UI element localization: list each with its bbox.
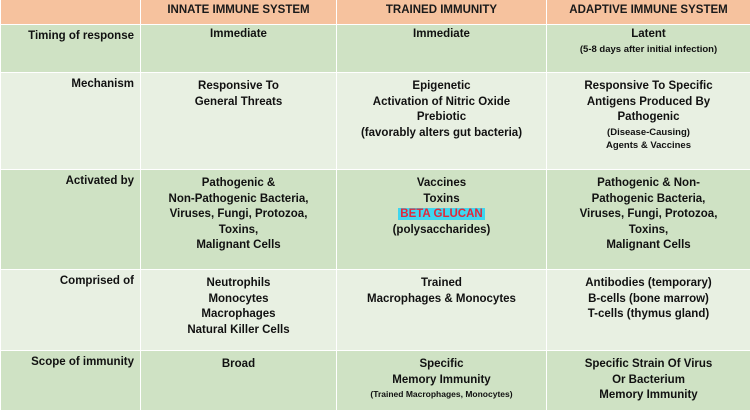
cell-text: Pathogenic Bacteria, [591,192,706,205]
cell-trained-scope [337,351,547,411]
row-label-activated-by: Activated by [1,170,141,270]
cell-text: Responsive To [198,80,279,92]
cell-adaptive-scope [547,351,750,411]
cell-adaptive-comprised-of [547,270,750,351]
cell-trained-timing [337,25,547,73]
cell-text: Immediate [413,28,470,40]
cell-text: Natural Killer Cells [187,323,290,336]
cell-text: Responsive To Specific [584,80,713,92]
cell-subtext: (Disease-Causing) [607,126,690,138]
table-row-mechanism [1,73,750,170]
cell-text: Specific [419,358,464,370]
cell-text: Memory Immunity [392,373,491,386]
header-trained: TRAINED IMMUNITY [337,0,547,25]
cell-text: T-cells (thymus gland) [587,308,710,320]
header-row [1,0,750,25]
cell-text: Toxins, [628,223,669,236]
cell-innate-comprised-of [141,270,337,351]
cell-text: Memory Immunity [599,389,698,401]
cell-text: (polysaccharides) [392,223,491,236]
cell-innate-scope [141,351,337,411]
cell-adaptive-timing [547,25,750,73]
cell-text: Antigens Produced By [586,95,711,108]
cell-text: Macrophages [201,308,276,320]
cell-trained-activated-by [337,170,547,270]
cell-text: Malignant Cells [196,239,281,251]
cell-text: B-cells (bone marrow) [588,292,709,305]
row-label-comprised-of: Comprised of [1,270,141,351]
cell-text: Pathogenic [617,111,680,123]
cell-subtext: (Trained Macrophages, Monocytes) [370,389,513,399]
table-row-activated-by [1,170,750,270]
cell-innate-mechanism [141,73,337,170]
cell-text: Neutrophils [206,277,271,289]
cell-innate-timing [141,25,337,73]
row-label-scope: Scope of immunity [1,351,141,411]
cell-text: Malignant Cells [606,239,691,251]
cell-text: Latent [631,28,666,40]
header-innate: INNATE IMMUNE SYSTEM [141,0,337,25]
cell-text: Non-Pathogenic Bacteria, [168,192,309,205]
cell-text: Viruses, Fungi, Protozoa, [169,208,308,220]
cell-adaptive-mechanism [547,73,750,170]
cell-text: Viruses, Fungi, Protozoa, [579,208,718,220]
cell-trained-mechanism [337,73,547,170]
cell-text: Pathogenic & [201,177,276,189]
cell-text: Toxins, [218,223,259,236]
cell-adaptive-activated-by [547,170,750,270]
cell-text: General Threats [194,95,283,108]
cell-text: Toxins [423,192,460,205]
cell-text: Prebiotic [416,111,467,123]
beta-glucan-highlight: BETA GLUCAN [400,208,483,220]
table-row-scope [1,351,750,411]
cell-text: Monocytes [208,292,269,305]
row-label-timing: Timing of response [1,25,141,73]
table-row-comprised-of [1,270,750,351]
cell-text: Specific Strain Of Virus [584,358,713,370]
cell-text: Or Bacterium [612,373,685,386]
cell-text: Immediate [210,28,267,40]
cell-text: Broad [221,358,256,370]
cell-text: Epigenetic [412,80,471,92]
header-corner-cell [1,0,141,25]
cell-subtext: (5-8 days after initial infection) [579,43,718,55]
cell-text: (favorably alters gut bacteria) [360,126,523,139]
cell-text: Activation of Nitric Oxide [372,95,511,108]
cell-text: Trained [421,277,462,289]
cell-text: Vaccines [416,177,467,189]
cell-trained-comprised-of [337,270,547,351]
header-adaptive: ADAPTIVE IMMUNE SYSTEM [547,0,750,25]
table-row-timing [1,25,750,73]
cell-subtext: Agents & Vaccines [605,139,691,151]
cell-text: Antibodies (temporary) [585,277,712,289]
cell-innate-activated-by [141,170,337,270]
cell-text: Pathogenic & Non- [597,177,700,189]
cell-text: Macrophages & Monocytes [367,292,516,305]
row-label-mechanism: Mechanism [1,73,141,170]
